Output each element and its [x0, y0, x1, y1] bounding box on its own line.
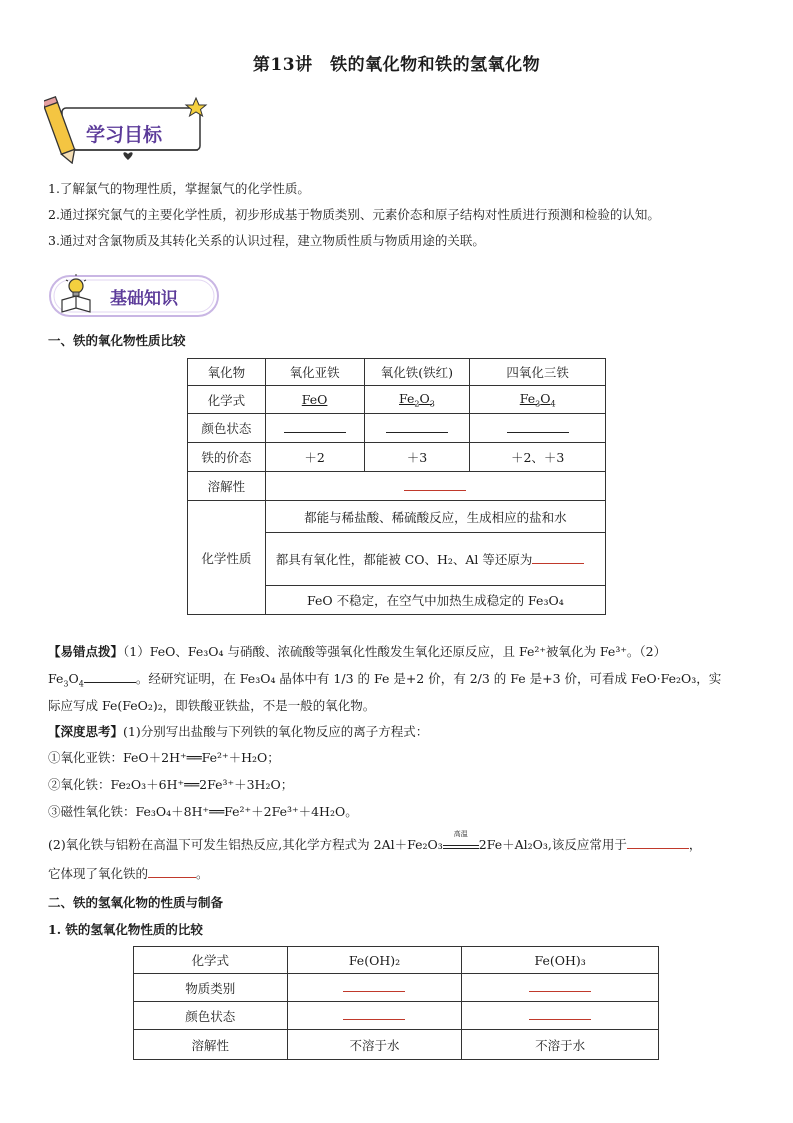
- learning-objectives-label: 学习目标: [86, 124, 163, 146]
- basic-knowledge-label: 基础知识: [110, 289, 178, 309]
- table2-solubility-1: 不溶于水: [287, 1030, 462, 1060]
- table1-chem-2-text: 都具有氧化性，都能被 CO、H₂、Al 等还原为: [275, 552, 533, 567]
- think-eq1: ①氧化亚铁：FeO＋2H⁺══Fe²⁺＋H₂O；: [48, 750, 280, 765]
- table1-header-feo: 氧化亚铁: [265, 359, 364, 386]
- table2-solubility-label: 溶解性: [134, 1030, 288, 1060]
- tip-label: 【易错点拨】: [48, 644, 124, 659]
- objective-1: 1.了解氯气的物理性质，掌握氯气的化学性质。: [48, 181, 310, 196]
- table1-color-label: 颜色状态: [188, 414, 266, 443]
- page-title: 第13讲 铁的氧化物和铁的氢氧化物: [252, 55, 541, 75]
- tip-line2-formula: $Fe_3O_4$: [48, 671, 84, 689]
- objective-2: 2.通过探究氯气的主要化学性质，初步形成基于物质类别、元素价态和原子结构对性质进行预测和检验的认知。: [48, 207, 660, 222]
- table2-category-label: 物质类别: [134, 974, 288, 1002]
- table1-valence-feo: ＋2: [265, 443, 364, 472]
- table2-category-blank-1: [287, 974, 462, 1002]
- table1-color-blank-2: [364, 414, 470, 443]
- table1-header-fe3o4: 四氧化三铁: [470, 359, 606, 386]
- think-q2: (2)氧化铁与铝粉在高温下可发生铝热反应,其化学方程式为 2Al＋Fe₂O₃ 高温 2Fe＋Al₂O₃,该反应常用于 ，: [48, 829, 702, 852]
- table1-color-blank-1: [265, 414, 364, 443]
- tip-line3: 际应写成 Fe(FeO₂)₂，即铁酸亚铁盐，不是一般的氧化物。: [48, 698, 376, 713]
- table1-chem-label: 化学性质: [188, 501, 266, 615]
- table1-formula-label: 化学式: [188, 386, 266, 414]
- tip-line2-text: 。经研究证明，在 Fe₃O₄ 晶体中有 1/3 的 Fe 是+2 价，有 2/3 的 Fe 是+3 价，可看成 FeO·Fe₂O₃，实: [135, 671, 722, 686]
- iron-hydroxide-table: [133, 946, 659, 1060]
- think-q2-line2-end: 。: [196, 866, 209, 881]
- high-temp-label: 高温: [453, 829, 468, 838]
- table1-header-fe2o3: 氧化铁(铁红): [364, 359, 470, 386]
- table2-header-feoh3: Fe(OH)₃: [462, 947, 659, 974]
- table1-formula-fe2o3: $Fe_2O_3$: [364, 386, 470, 414]
- table1-chem-3: FeO 不稳定，在空气中加热生成稳定的 Fe₃O₄: [265, 586, 605, 615]
- think-q2-line2: [48, 865, 209, 883]
- high-temp-arrow: [443, 829, 479, 853]
- table1-solubility-blank: [265, 472, 605, 501]
- section2-heading: 二、铁的氢氧化物的性质与制备: [48, 895, 224, 910]
- table1-valence-label: 铁的价态: [188, 443, 266, 472]
- table1-chem-1: 都能与稀盐酸、稀硫酸反应，生成相应的盐和水: [265, 501, 605, 533]
- think-q1: [48, 723, 428, 741]
- think-eq3: ③磁性氧化铁：Fe₃O₄＋8H⁺══Fe²⁺＋2Fe³⁺＋4H₂O。: [48, 804, 358, 819]
- table2-header-formula: 化学式: [134, 947, 288, 974]
- table1-valence-fe3o4: ＋2、＋3: [470, 443, 606, 472]
- think-eq2: ②氧化铁：Fe₂O₃＋6H⁺══2Fe³⁺＋3H₂O；: [48, 777, 294, 792]
- table2-solubility-2: 不溶于水: [462, 1030, 659, 1060]
- think-label: 【深度思考】: [48, 724, 124, 739]
- table1-valence-fe2o3: ＋3: [364, 443, 470, 472]
- table2-category-blank-2: [462, 974, 659, 1002]
- learning-objectives-banner: [44, 92, 209, 164]
- think-q2-line2-text: 它体现了氧化铁的: [48, 866, 149, 881]
- think-q2-end: 2Fe＋Al₂O₃,该反应常用于: [478, 837, 627, 852]
- iron-oxide-table: [187, 358, 606, 615]
- objective-3: 3.通过对含氯物质及其转化关系的认识过程，建立物质性质与物质用途的关联。: [48, 233, 485, 248]
- tip-line1: [48, 643, 666, 661]
- table1-formula-feo: FeO: [265, 386, 364, 414]
- table1-solubility-label: 溶解性: [188, 472, 266, 501]
- think-q2-start: (2)氧化铁与铝粉在高温下可发生铝热反应,其化学方程式为 2Al＋Fe₂O₃: [48, 837, 443, 852]
- table2-color-label: 颜色状态: [134, 1002, 288, 1030]
- table1-chem-2: [265, 533, 605, 586]
- tip-line1-text: （1）FeO、Fe₃O₄ 与硝酸、浓硫酸等强氧化性酸发生氧化还原反应，且 Fe²⁺被氧化为 Fe³⁺。（2）: [123, 644, 667, 659]
- table1-formula-fe3o4: $Fe_3O_4$: [470, 386, 606, 414]
- think-q1-text: (1)分别写出盐酸与下列铁的氧化物反应的离子方程式：: [123, 724, 429, 739]
- table2-color-blank-2: [462, 1002, 659, 1030]
- section2-sub1: 1. 铁的氢氧化物性质的比较: [48, 922, 203, 937]
- tip-line2: [48, 670, 721, 694]
- table2-color-blank-1: [287, 1002, 462, 1030]
- basic-knowledge-banner: [48, 270, 223, 322]
- table1-header-oxide: 氧化物: [188, 359, 266, 386]
- table1-color-blank-3: [470, 414, 606, 443]
- section1-heading: 一、铁的氧化物性质比较: [48, 333, 186, 348]
- table2-header-feoh2: Fe(OH)₂: [287, 947, 462, 974]
